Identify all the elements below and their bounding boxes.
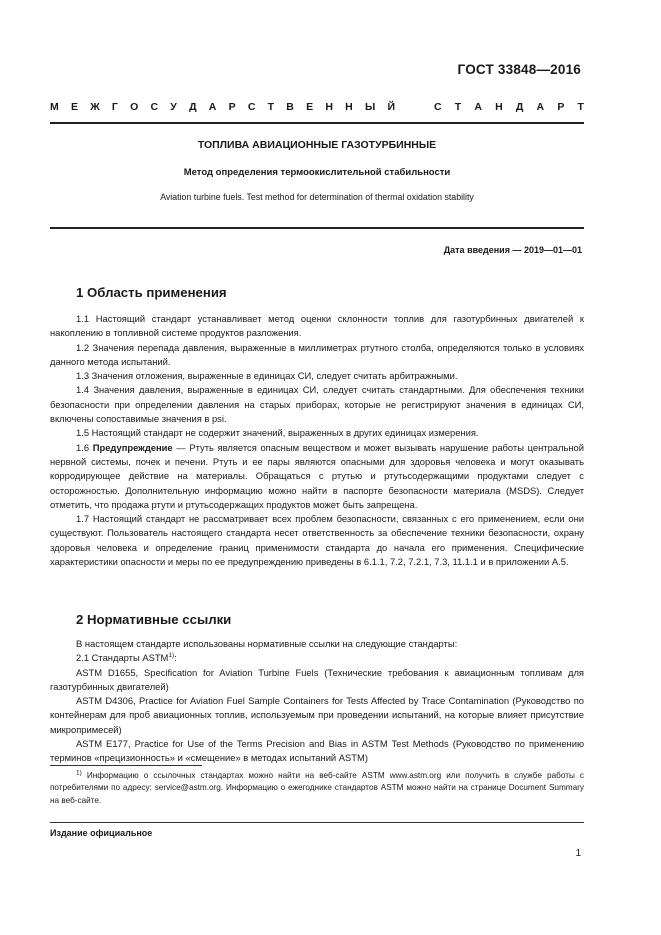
header-divider [50,122,584,124]
section-2-heading: 2 Нормативные ссылки [76,612,232,627]
paragraph-1-4: 1.4 Значения давления, выраженные в единицах СИ, следует считать стандартными. Для обеспечения техники безопасности при определении давления на старых приборах, которые не регистрируют значения в единицах СИ, включены сопоставимые значения в psi. [50,384,584,425]
section-2-body [50,637,584,766]
footnote [50,770,584,807]
footnote-ref: 1) [168,652,175,660]
paragraph-1-2: 1.2 Значения перепада давления, выраженные в миллиметрах ртутного столба, определяются только в условиях данного метода испытаний. [50,341,584,367]
footnote-text: Информацию о ссылочных стандартах можно найти на веб-сайте ASTM www.astm.org или получить в службе работы с потребителями по адресу: service@astm.org. Информацию о ежегоднике стандартов ASTM можно найти на странице Document Summary на веб-сайте. [50,771,584,805]
page-number: 1 [575,848,581,859]
document-title: ТОПЛИВА АВИАЦИОННЫЕ ГАЗОТУРБИННЫЕ [197,139,437,151]
title-divider [50,227,584,229]
footnote-mark: 1) [76,769,82,777]
paragraph-1-6: 1.6 Предупреждение — Ртуть является опасным веществом и может вызывать нарушение работы центральной нервной системы, почек и печени. Ртуть и ее пары являются опасными для здоровья человека и могут оказывать корродирующее действие на материалы. Обращаться с ртутью и ртутьсодержащими продуктами следует с осторожностью. Дополнительную информацию можно найти в паспорте безопасности материала (MSDS). Следует отметить, что продажа ртути и ртутьсодержащих продуктов может быть запрещена. [50,441,585,510]
section-1-heading: 1 Область применения [76,285,227,300]
section-1-body [50,312,584,569]
footer-divider [50,822,584,823]
warning-label: Предупреждение [92,441,173,453]
document-code: ГОСТ 33848—2016 [457,62,581,77]
section-2-intro: В настоящем стандарте использованы нормативные ссылки на следующие стандарты: [76,638,458,649]
reference-astm-e177: ASTM E177, Practice for Use of the Terms Precision and Bias in ASTM Test Methods (Руководство по применению терминов «прецизионность» и «смещение» в методах испытаний ASTM) [50,738,584,764]
english-title: Aviation turbine fuels. Test method for determination of thermal oxidation stability [160,192,474,202]
paragraph-1-3: 1.3 Значения отложения, выраженные в единицах СИ, следует считать арбитражными. [76,370,458,382]
reference-astm-d1655: ASTM D1655, Specification for Aviation Turbine Fuels (Технические требования к авиационным топливам для газотурбинных двигателей) [50,666,584,692]
document-subtitle: Метод определения термоокислительной стабильности [183,167,451,178]
footnote-divider [50,765,202,766]
banner-word-standard: С Т А Н Д А Р Т [434,101,584,113]
reference-astm-d4306: ASTM D4306, Practice for Aviation Fuel Sample Containers for Tests Affected by Trace Contamination (Руководство по контейнерам для проб авиационных топлив, используемым при проведении испытаний, на которые влияет присутствие микропримесей) [50,695,584,735]
standard-banner [50,101,584,113]
paragraph-1-7: 1.7 Настоящий стандарт не рассматривает всех проблем безопасности, связанных с его применением, если они существуют. Пользователь настоящего стандарта несет ответственность за обеспечение техники безопасности, охрану здоровья человека и определение границ применимости стандарта до начала его применения. Специфические характеристики опасности и меры по ее предупреждению приведены в 6.1.1, 7.2, 7.2.1, 7.3, 11.1.1 и в приложении А.5. [50,513,584,568]
official-edition-label: Издание официальное [50,828,153,838]
paragraph-1-1: 1.1 Настоящий стандарт устанавливает метод оценки склонности топлив для газотурбинных двигателей к накоплению в топливной системе продуктов разложения. [50,313,584,339]
introduction-date: Дата введения — 2019—01—01 [443,245,582,255]
banner-word-interstate: М Е Ж Г О С У Д А Р С Т В Е Н Н Ы Й [50,101,395,113]
paragraph-1-5: 1.5 Настоящий стандарт не содержит значений, выраженных в других единицах измерения. [76,427,479,439]
subsection-2-1: 2.1 Стандарты ASTM$^{1)}$: [76,652,177,664]
